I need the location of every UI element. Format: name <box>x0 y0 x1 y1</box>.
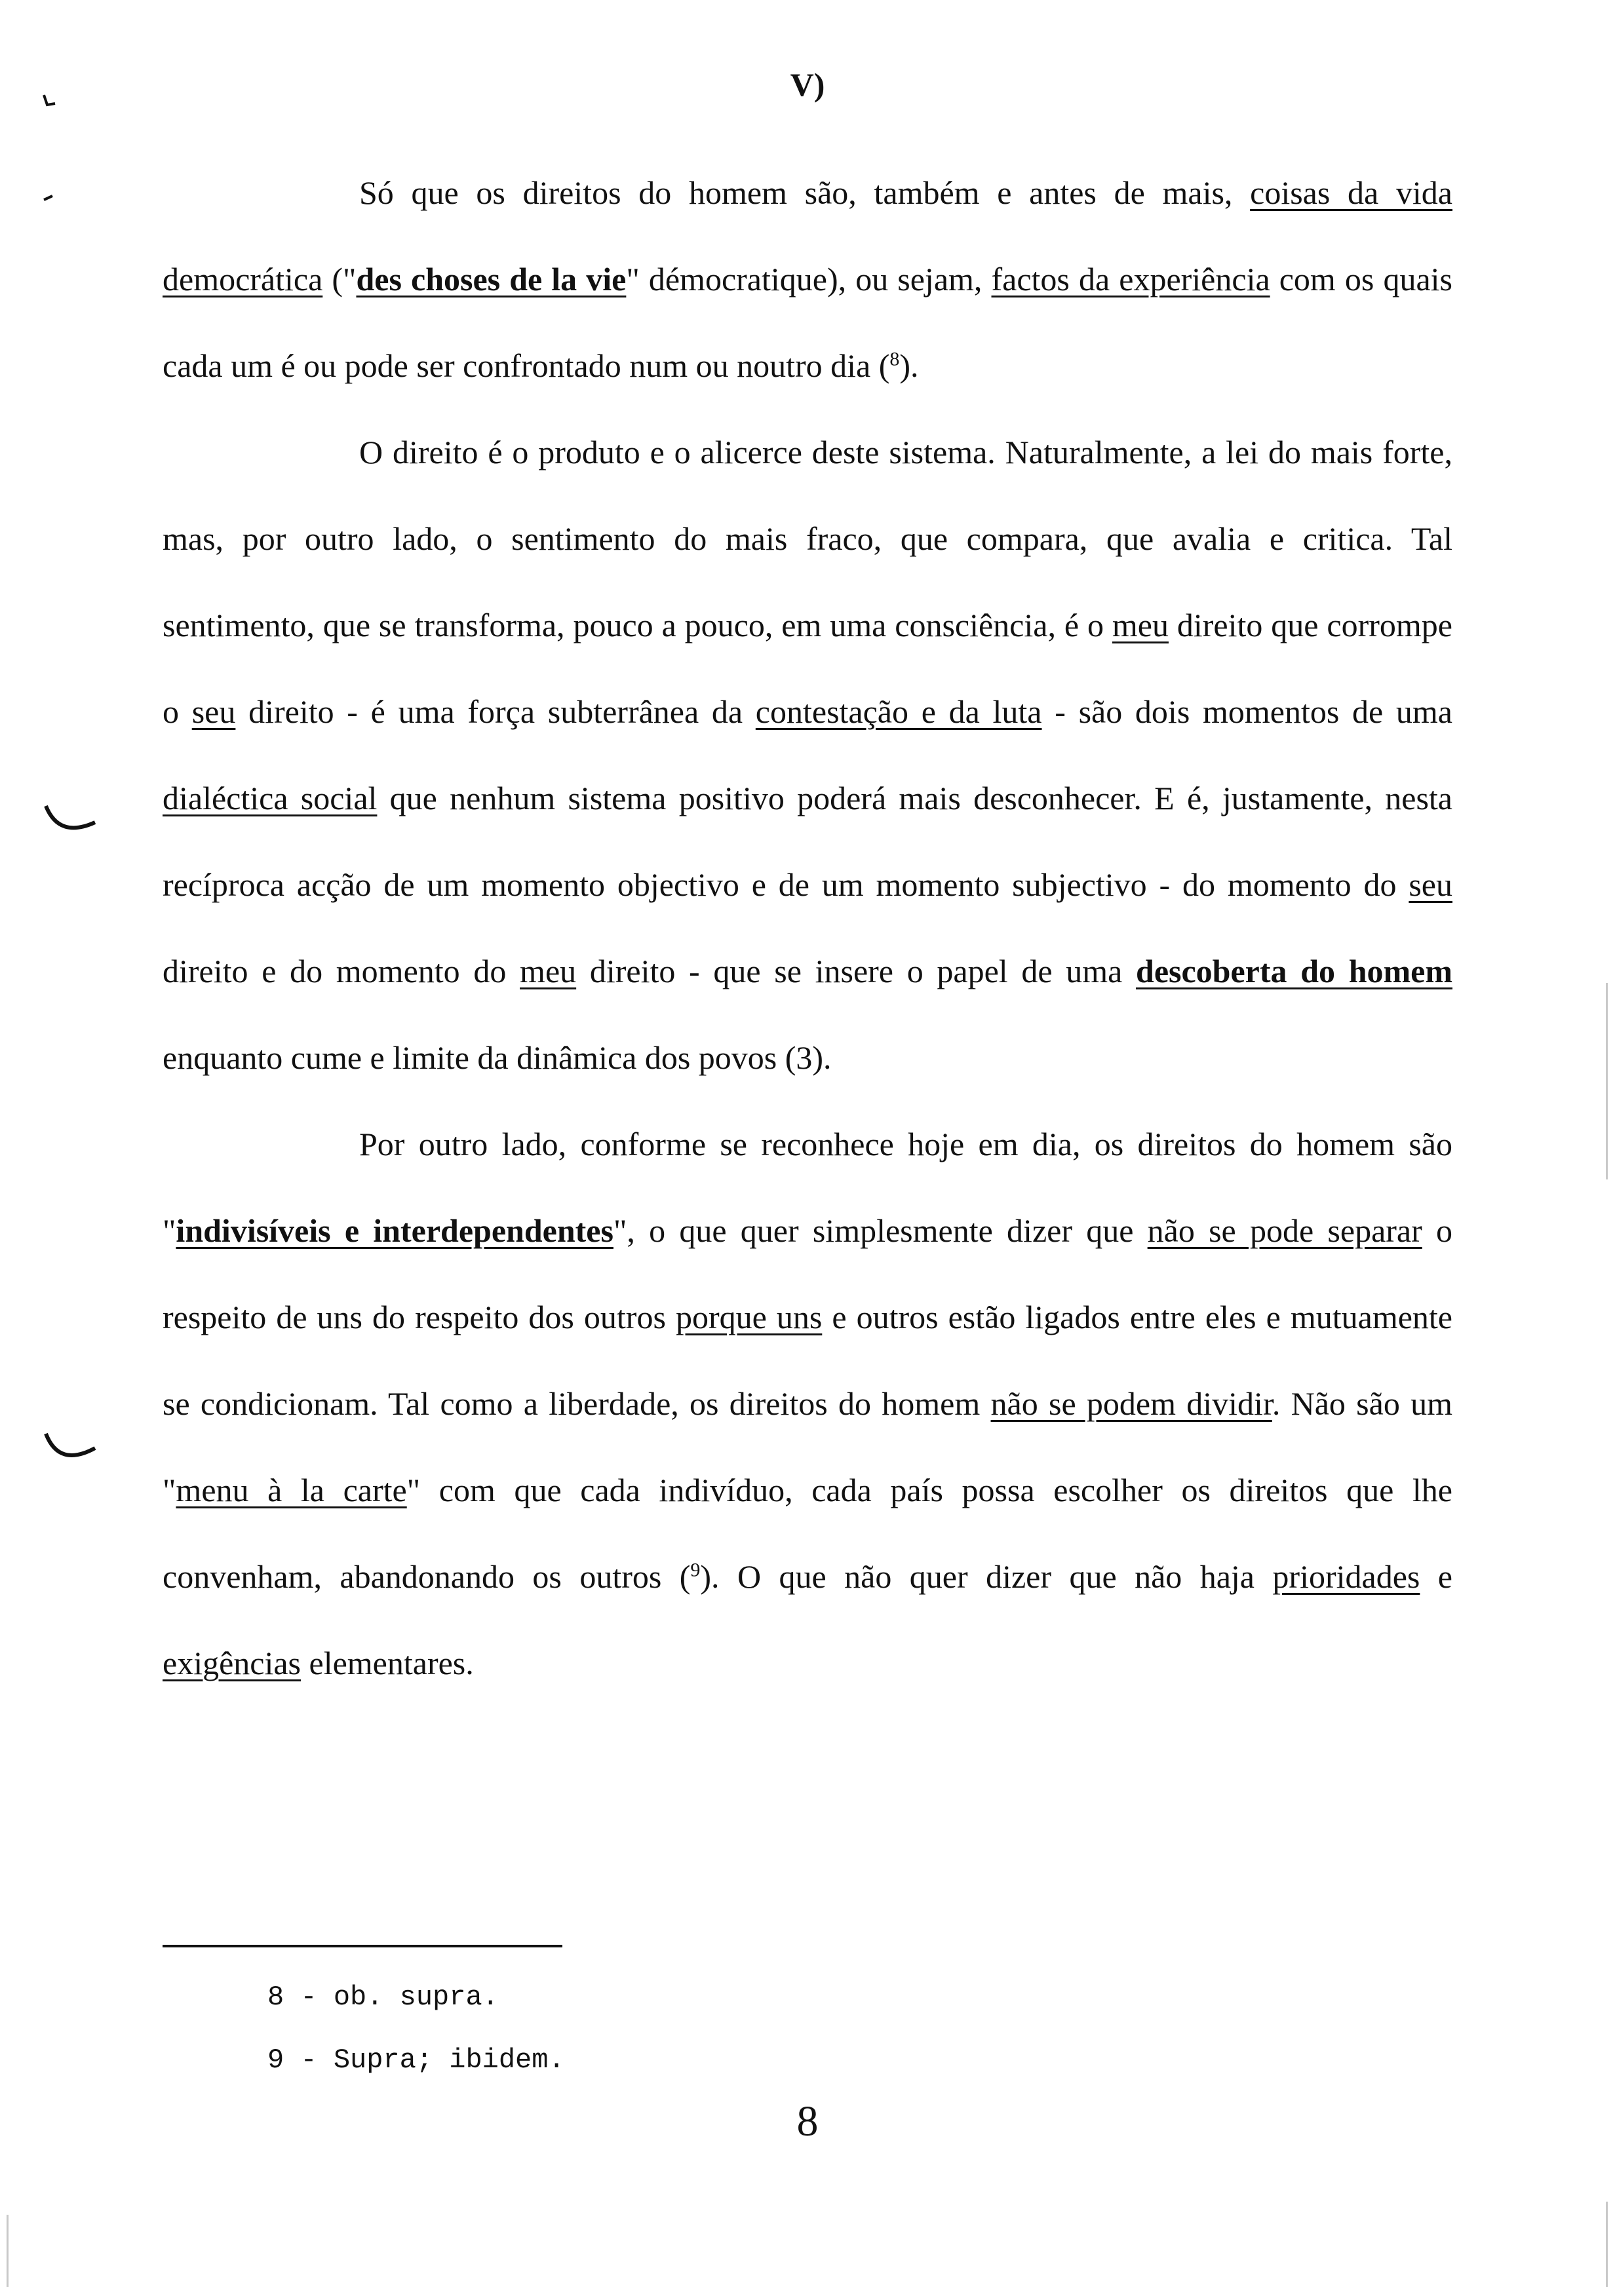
paragraph <box>163 1101 1452 1706</box>
text-run: (" <box>322 261 357 297</box>
text-run: direito e do momento do <box>163 953 520 989</box>
text-run: que nenhum sistema positivo poderá mais desconhecer. E é, justamente, nesta recíproca acção de um momento objectivo e de um momento subjectivo - do momento do <box>163 780 1452 903</box>
underlined-phrase: prioridades <box>1272 1558 1420 1595</box>
footnote-item: 9 - Supra; ibidem. <box>267 2044 565 2076</box>
underlined-phrase: não se pode separar <box>1147 1212 1422 1249</box>
text-run: O direito é o produto e o alicerce deste sistema. Naturalmente, a lei do mais forte, mas, por outro lado, o sentimento do mais fraco, que compara, que avalia e critica. Tal sentimento, que se transforma, pouco a pouco, em uma consciência, é o <box>163 434 1452 643</box>
underlined-phrase: factos da experiência <box>991 261 1270 297</box>
text-run: e outros estão ligados entre eles e mutuamente se condicionam. Tal como a liberdade, os direitos do homem <box>163 1299 1452 1422</box>
text-run: direito - é uma força subterrânea da <box>235 693 756 730</box>
underlined-phrase: menu à la carte <box>176 1472 407 1508</box>
text-run: Só que os direitos do homem são, também e antes de mais, <box>359 174 1251 211</box>
text-run: direito que corrompe o <box>163 607 1452 730</box>
page-number: 8 <box>796 2097 819 2145</box>
text-run: ", o que quer simplesmente dizer que <box>613 1212 1148 1249</box>
scan-edge-line <box>7 2215 9 2287</box>
scan-edge-line <box>1606 983 1608 1179</box>
footnote-reference: 9 <box>690 1559 701 1581</box>
tick-icon <box>41 187 60 206</box>
footnote-reference: 8 <box>889 348 900 370</box>
footnote-item: 8 - ob. supra. <box>267 1981 499 2013</box>
text-run: " démocratique), ou sejam, <box>626 261 992 297</box>
underlined-phrase: porque uns <box>675 1299 823 1335</box>
underlined-phrase: meu <box>1112 607 1169 643</box>
check-mark-icon <box>39 799 105 845</box>
text-run: enquanto cume e limite da dinâmica dos povos (3). <box>163 1039 832 1076</box>
paragraph <box>163 149 1452 409</box>
underlined-phrase: dialéctica social <box>163 780 378 816</box>
text-run: ). <box>899 347 919 384</box>
footnotes <box>267 1966 565 2092</box>
text-run: direito - que se insere o papel de uma <box>576 953 1137 989</box>
underlined-phrase: não se podem dividir <box>990 1385 1272 1422</box>
underlined-phrase: contestação e da luta <box>755 693 1042 730</box>
text-run: elementares. <box>301 1645 474 1681</box>
text-run: " com que cada indivíduo, cada país possa escolher os direitos que lhe convenham, abandonando os outros ( <box>163 1472 1452 1595</box>
tick-icon <box>41 92 60 111</box>
footnote-separator <box>163 1945 562 1947</box>
underlined-phrase: des choses de la vie <box>356 261 627 297</box>
underlined-phrase: exigências <box>163 1645 302 1681</box>
text-run: Por outro lado, conforme se reconhece hoje em dia, os direitos do homem são " <box>163 1126 1452 1249</box>
text-run: e <box>1420 1558 1452 1595</box>
underlined-phrase: meu <box>520 953 577 989</box>
underlined-phrase: coisas da vida democrática <box>163 174 1453 297</box>
text-run: . Não são um " <box>163 1385 1452 1508</box>
text-run: o respeito de uns do respeito dos outros <box>163 1212 1453 1335</box>
underlined-phrase: seu <box>191 693 236 730</box>
scan-edge-line <box>1606 2202 1608 2287</box>
underlined-phrase: descoberta do homem <box>1136 953 1453 989</box>
paragraph <box>163 409 1452 1101</box>
underlined-phrase: seu <box>1409 866 1452 903</box>
body-text <box>163 149 1452 1706</box>
check-mark-icon <box>39 1428 105 1474</box>
text-run: ). O que não quer dizer que não haja <box>700 1558 1273 1595</box>
section-label: V) <box>790 66 825 103</box>
text-run: com os quais cada um é ou pode ser confrontado num ou noutro dia ( <box>163 261 1453 384</box>
text-run: - são dois momentos de uma <box>1041 693 1453 730</box>
underlined-phrase: indivisíveis e interdependentes <box>176 1212 613 1249</box>
